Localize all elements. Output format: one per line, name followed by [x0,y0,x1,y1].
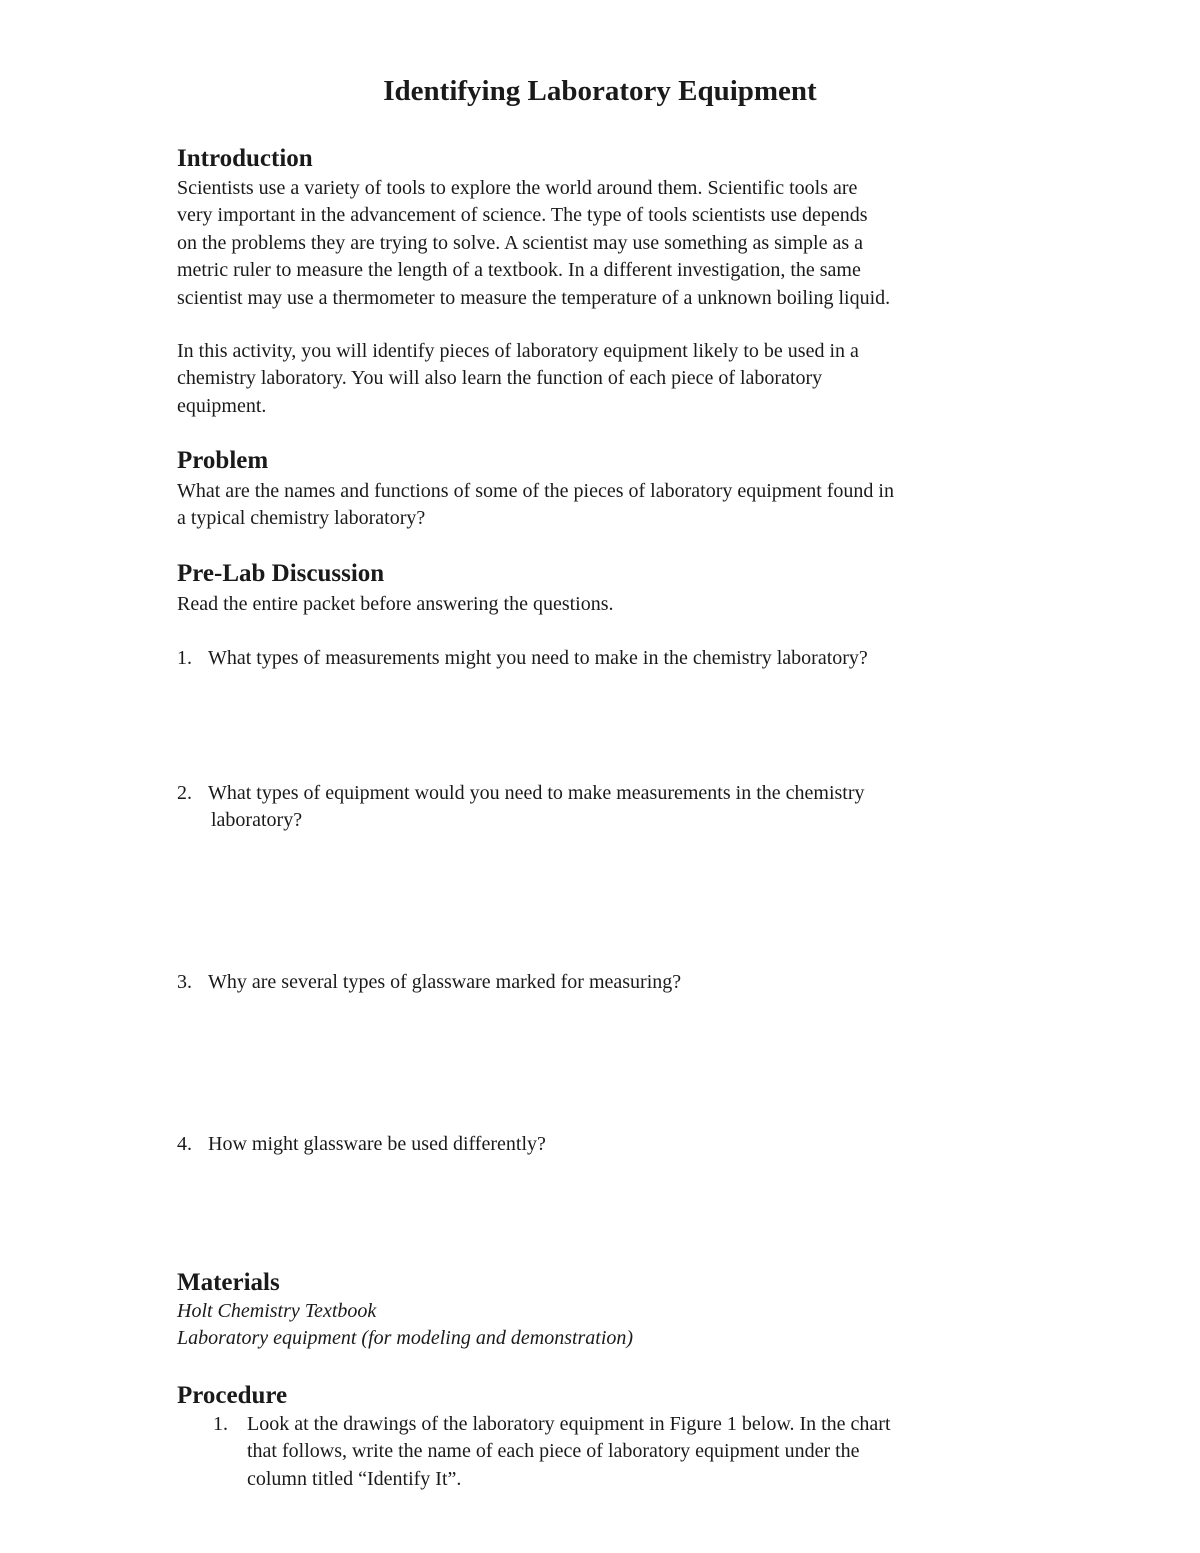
question-text [208,1131,1028,1158]
introduction-paragraph-2 [177,338,1037,420]
problem-heading: Problem [177,447,269,474]
prelab-instruction [177,591,1037,618]
text-line: equipment. [177,394,267,417]
text-line: Look at the drawings of the laboratory equipment in Figure 1 below. In the chart [247,1413,891,1435]
question-number: 1. [177,647,192,669]
prelab-heading: Pre-Lab Discussion [177,560,385,587]
page-title: Identifying Laboratory Equipment [383,75,817,107]
text-line: How might glassware be used differently? [208,1133,546,1155]
introduction-heading: Introduction [177,145,313,172]
text-line: What are the names and functions of some of the pieces of laboratory equipment found in [177,480,894,502]
text-line: Read the entire packet before answering the questions. [177,593,614,615]
text-line: What types of equipment would you need to make measurements in the chemistry [208,782,865,804]
text-line: metric ruler to measure the length of a textbook. In a different investigation, the same [177,259,861,282]
question-number: 3. [177,971,192,993]
text-line: column titled “Identify It”. [247,1467,462,1490]
materials-item: Holt Chemistry Textbook [177,1300,377,1322]
text-line: Why are several types of glassware marked for measuring? [208,971,682,993]
step-number: 1. [213,1413,228,1435]
problem-text [177,478,1037,533]
text-line: scientist may use a thermometer to measure the temperature of a unknown boiling liquid. [177,286,891,309]
materials-heading: Materials [177,1269,280,1296]
introduction-paragraph-1 [177,175,1037,312]
question-number: 2. [177,782,192,804]
text-line: In this activity, you will identify pieces of laboratory equipment likely to be used in a [177,340,859,362]
text-line: What types of measurements might you need to make in the chemistry laboratory? [208,647,868,669]
text-line: on the problems they are trying to solve. A scientist may use something as simple as a [177,231,863,254]
materials-list [177,1298,1037,1353]
text-line: that follows, write the name of each piece of laboratory equipment under the [247,1440,860,1463]
materials-item: Laboratory equipment (for modeling and demonstration) [177,1327,634,1350]
question-text [208,969,1028,996]
question-text [208,645,1028,672]
procedure-heading: Procedure [177,1382,288,1409]
text-line: laboratory? [211,809,303,832]
text-line: a typical chemistry laboratory? [177,507,426,530]
step-text [247,1411,1037,1493]
question-text [208,780,1028,835]
text-line: Scientists use a variety of tools to explore the world around them. Scientific tools are [177,177,858,199]
text-line: very important in the advancement of science. The type of tools scientists use depends [177,204,868,227]
text-line: chemistry laboratory. You will also learn the function of each piece of laboratory [177,367,823,390]
question-number: 4. [177,1133,192,1155]
